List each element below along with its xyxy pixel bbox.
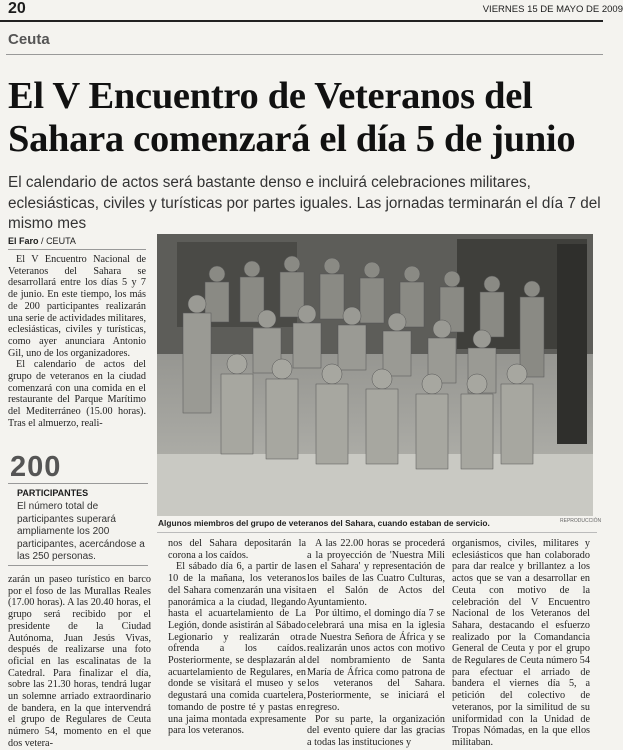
paragraph: Por su parte, la organización del evento quiere dar las gracias a todas las instituciones y <box>307 713 445 748</box>
byline-separator: / <box>41 236 44 246</box>
paragraph: El V Encuentro Nacional de Veteranos del Sahara se desarrollará entre los días 5 y 7 de junio. En este tiempo, los más de 200 participantes realizarán una serie de actividades militares, eclesiásticas, civiles y turísticas, como ayer anunciara Antonio Gil, uno de los organizadores. <box>8 254 146 359</box>
byline-source: El Faro <box>8 236 39 246</box>
byline <box>8 236 76 246</box>
paragraph: nos del Sahara depositarán la corona a los caídos. <box>168 538 306 561</box>
article-column-2 <box>168 538 306 737</box>
section-label: Ceuta <box>8 31 50 48</box>
photo-caption: Algunos miembros del grupo de veteranos del Sahara, cuando estaban de servicio. <box>158 518 490 528</box>
group-photo <box>157 234 593 516</box>
veterans-photo-image <box>157 234 593 516</box>
factbox-bottom-rule <box>8 565 148 566</box>
caption-rule <box>157 532 597 533</box>
paragraph: El sábado día 6, a partir de las 10 de la mañana, los veteranos del Sahara comenzarán una visita panorámica a la ciudad, llegando hasta el acuartelamiento de La Legión, donde asistirán al Sábado Legionario y realizarán otra ofrenda a los caídos. Posteriormente, se desplazarán al acuartelamiento de Regulares, en donde se visitará el museo y se degustará una comida cuartelera, tomando de postre té y pastas en una jaima montada expresamente para los veteranos. <box>168 561 306 737</box>
factbox-text: El número total de participantes superará ampliamente los 200 participantes, acercándose a las 250 personas. <box>17 501 145 562</box>
article-column-3 <box>307 538 445 749</box>
paragraph: El calendario de actos del grupo de veteranos en la ciudad comenzará con una comida en el restaurante del Parque Marítimo del Mediterráneo (15.00 horas). Tras el almuerzo, reali- <box>8 359 146 429</box>
paragraph: A las 22.00 horas se procederá a la proyección de 'Nuestra Mili en el Sahara' y representación de los bailes de las Cuatro Culturas, en el Salón de Actos del Ayuntamiento. <box>307 538 445 608</box>
byline-place: CEUTA <box>46 236 76 246</box>
subheadline: El calendario de actos será bastante denso e incluirá celebraciones militares, eclesiásticas, civiles y turísticas por partes iguales. Las jornadas terminarán el día 7 del mismo mes <box>8 174 601 232</box>
byline-rule <box>8 249 146 250</box>
article-column-4: organismos, civiles, militares y eclesiásticos que han colaborado para dar realce y brillantez a los actos que se van a desarrollar en Ceuta con motivo de la celebración del V Encuentro Nacional de los Veteranos del Sahara, destacando el esfuerzo realizado por la Comandancia General de Ceuta y por el grupo de Regulares de Ceuta número 54 para efectuar el arriado de bandera el viernes día 5, a petición del colectivo de veteranos, por la similitud de su uniformidad con la Unidad de Tropas Nómadas, en la que ellos militaban. <box>452 538 590 748</box>
article-column-1-top <box>8 254 146 430</box>
factbox-label: PARTICIPANTES <box>17 488 89 498</box>
paragraph: Por último, el domingo día 7 se celebrará una misa en la iglesia de Nuestra Señora de África y se realizarán unos actos con motivo del nombramiento de Santa María de África como patrona de los veteranos del Sahara. Posteriormente, se iniciará el regreso. <box>307 608 445 713</box>
section-rule <box>6 54 603 55</box>
page-number: 20 <box>8 0 26 17</box>
factbox-rule <box>8 483 148 484</box>
article-column-1-bottom: zarán un paseo turístico en barco por el foso de las Murallas Reales (17.00 horas). A las 20.40 horas, el grupo será recibido por el presidente de la Ciudad Autónoma, Juan Jesús Vivas, después de realizarse una foto oficial en las escalinatas de la Catedral. Para finalizar el día, sobre las 21.30 horas, tendrá lugar un solemne arriado extraordinario de bandera, en la que intervendrá el grupo de Regulares de Ceuta número 54, momento en el que dos vetera- <box>8 574 151 749</box>
photo-credit: REPRODUCCIÓN <box>560 518 602 524</box>
factbox-number: 200 <box>10 451 62 483</box>
headline: El V Encuentro de Veteranos del Sahara comenzará el día 5 de junio <box>8 75 576 160</box>
issue-date: VIERNES 15 DE MAYO DE 2009 <box>482 4 623 15</box>
header-rule <box>0 20 603 22</box>
